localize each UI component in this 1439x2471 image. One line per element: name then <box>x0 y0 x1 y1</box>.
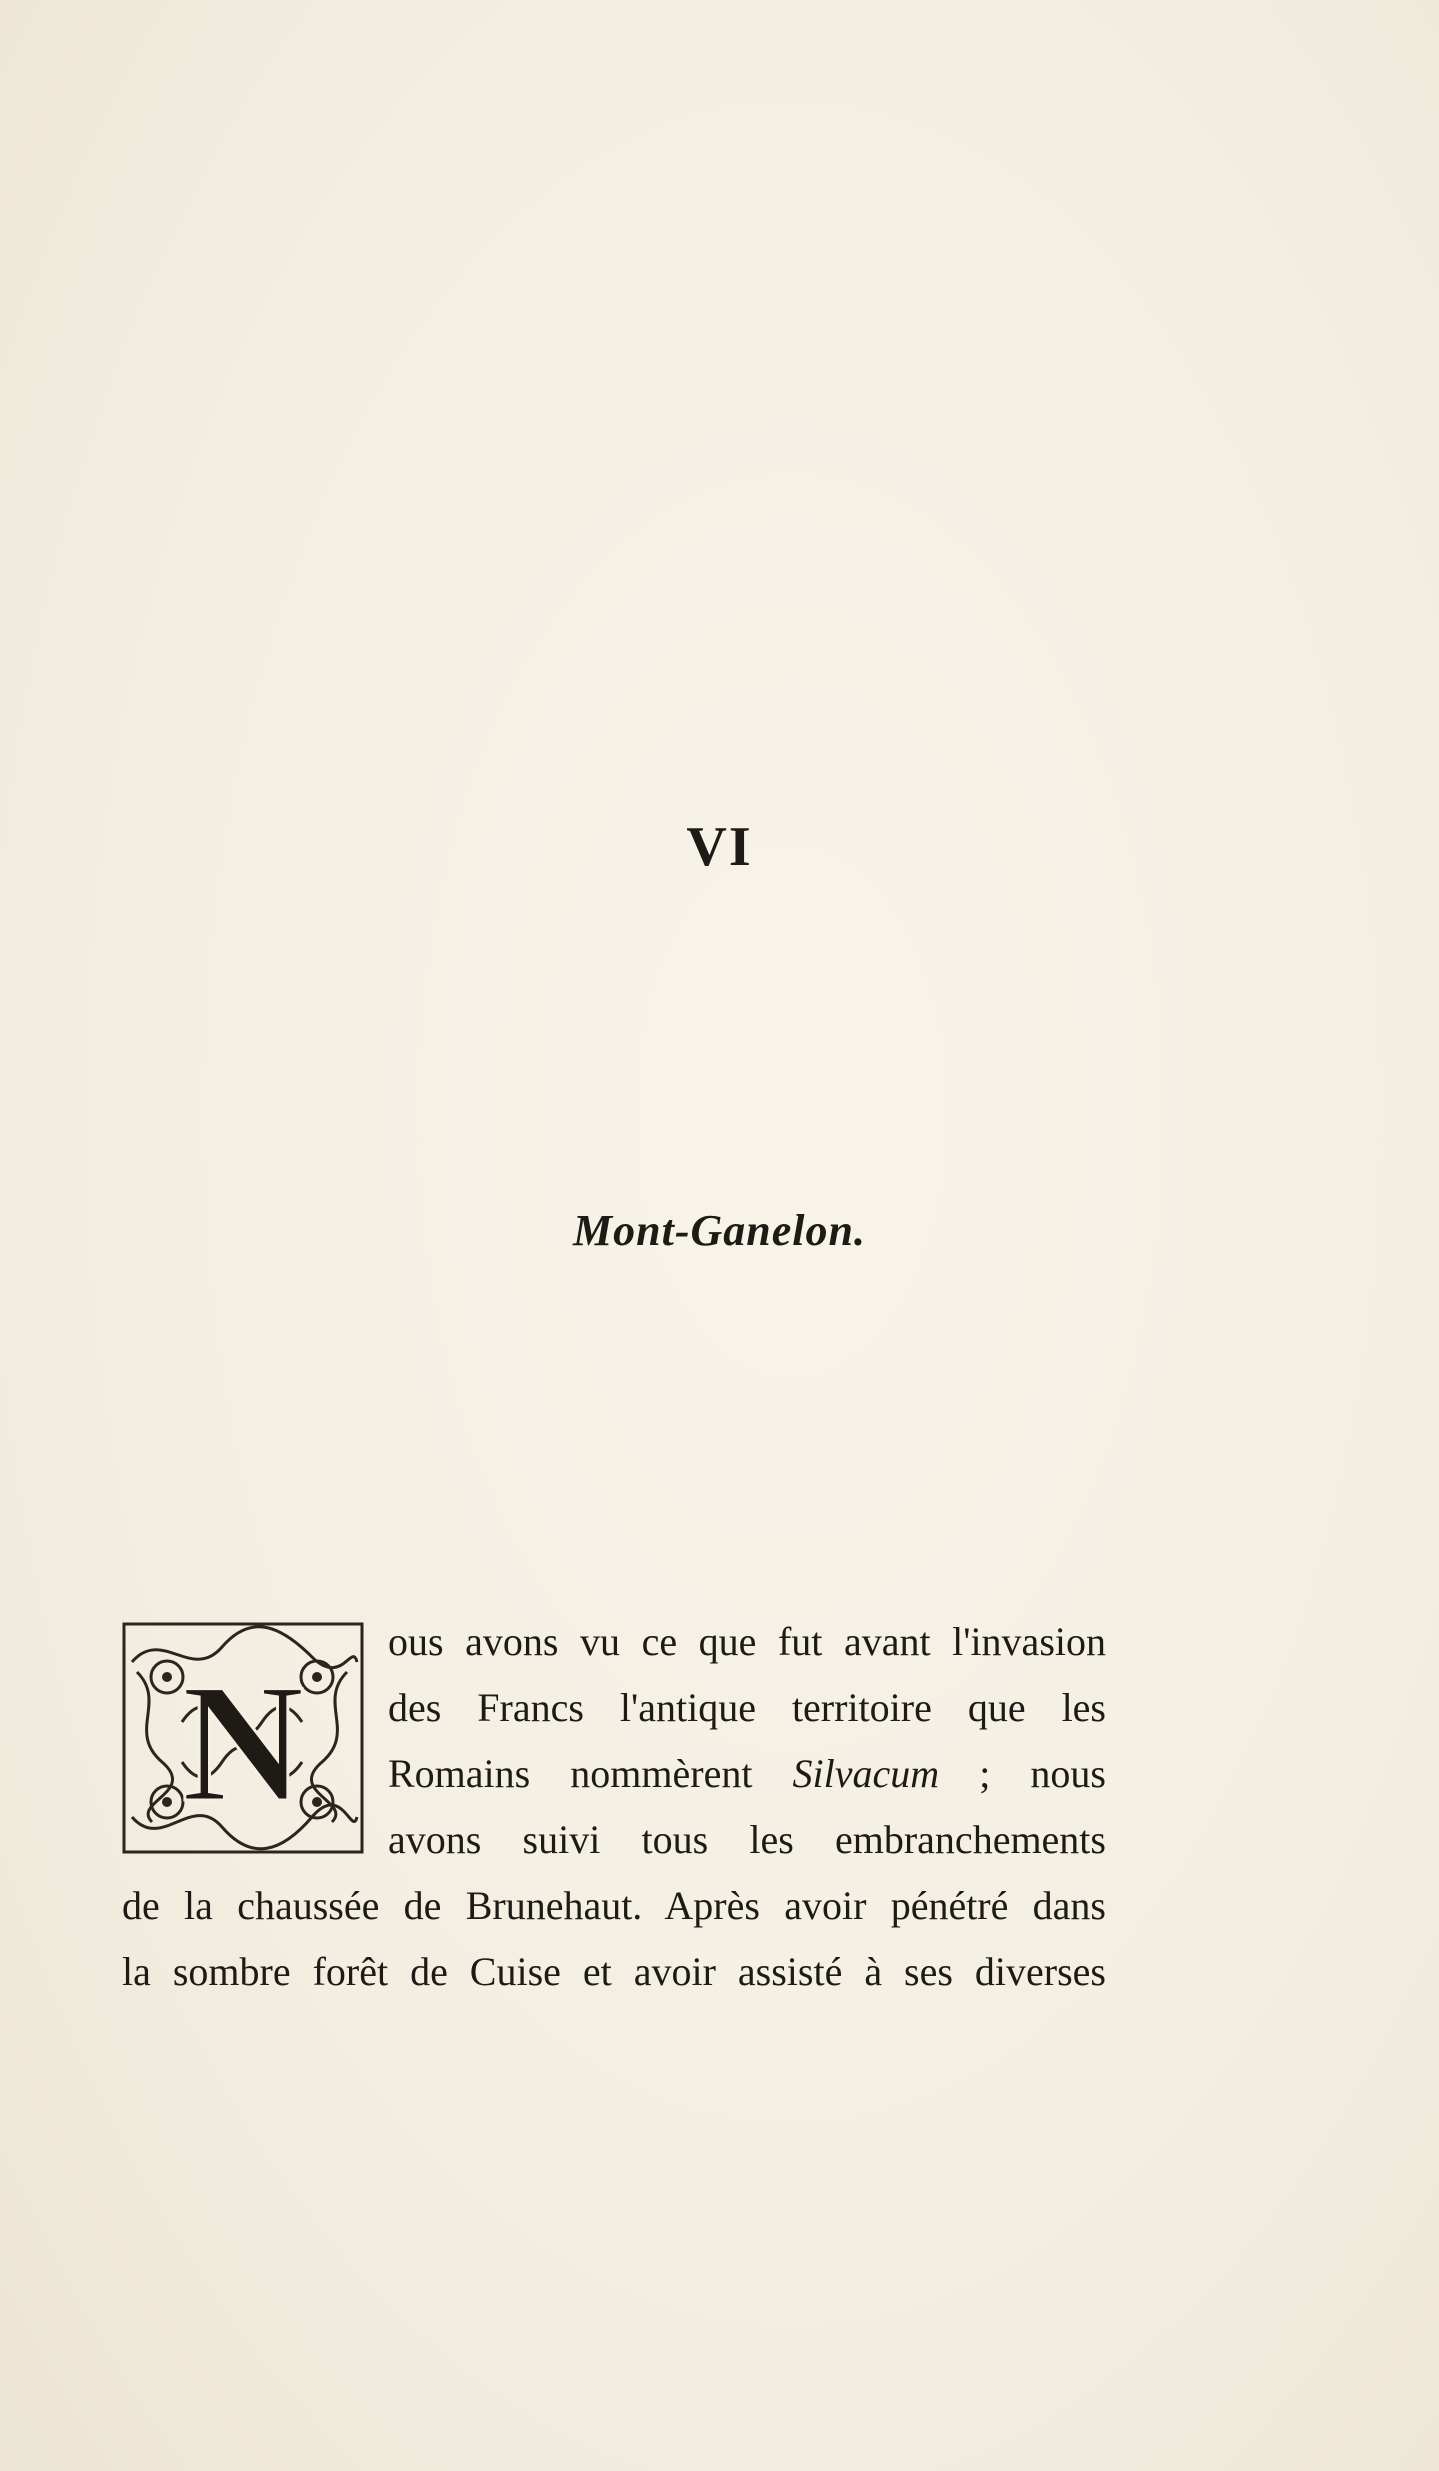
body-line-3 <box>388 1751 1106 1796</box>
body-text: Romains nommèrent <box>388 1751 793 1796</box>
body-line-5: de la chaussée de Brunehaut. Après avoir pénétré dans <box>122 1883 1106 1928</box>
italic-term: Silvacum <box>792 1751 940 1796</box>
dropcap-letter: N <box>181 1649 305 1837</box>
body-line-1: ous avons vu ce que fut avant l'invasion <box>388 1619 1106 1664</box>
body-line-6: la sombre forêt de Cuise et avoir assisté à ses diverses <box>122 1949 1106 1994</box>
ornamental-dropcap <box>122 1622 364 1854</box>
body-line-2: des Francs l'antique territoire que les <box>388 1685 1106 1730</box>
body-line-4: avons suivi tous les embranchements <box>388 1817 1106 1862</box>
floral-ornament-icon <box>122 1622 364 1854</box>
chapter-title: Mont-Ganelon. <box>573 1206 866 1255</box>
chapter-number: VI <box>686 816 753 878</box>
body-text: ; nous <box>939 1751 1106 1796</box>
